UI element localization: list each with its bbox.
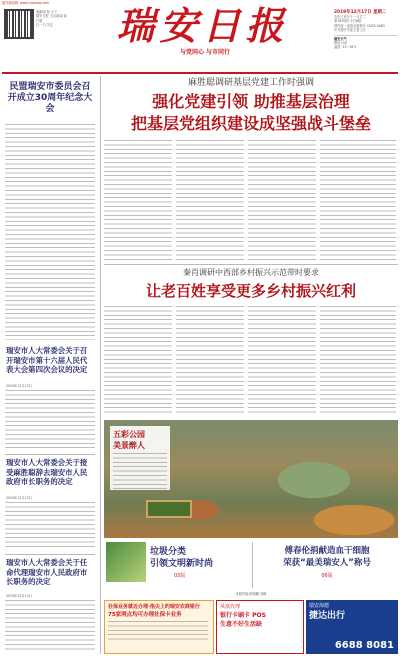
ad-right-title: 捷达出行 [309, 611, 346, 621]
story3-date: 2019年12月13日 [6, 496, 32, 500]
editor-note: 本版责编 陈朝鹏 刘静 [235, 592, 267, 596]
photo-caption-title: 五彩公园 [113, 430, 145, 439]
masthead-title: 瑞安日报 [116, 3, 289, 48]
left-divider-1 [5, 454, 95, 455]
story4-date: 2019年12月13日 [6, 594, 32, 598]
story4-title[interactable]: 瑞安市人大常委会关于任命代理瑞安市人民政府市长职务的决定 [6, 558, 88, 586]
ad-left-line2: 75家网点均可办理社保卡业务 [108, 612, 182, 618]
cn-number: 国内统一连续出版物号 CN33-0083 [334, 23, 385, 28]
story4-body [5, 600, 95, 652]
qr-caption: 看新闻 知 天下 瑞安日报 天目新闻 客户端 扫一扫 关注 [36, 10, 67, 28]
weather-label: 瑞安天气 [334, 36, 347, 41]
masthead-info [334, 9, 398, 50]
teaser-2-title: 傅春伦捐献造血干细胞 [284, 546, 370, 556]
second-body-col1 [104, 306, 172, 416]
photo-caption [110, 426, 170, 490]
photo-sign [146, 500, 192, 518]
weather-value: 阴转小雨 [334, 41, 347, 46]
second-body-col3 [248, 306, 316, 416]
story2-body [5, 390, 95, 450]
story2-date: 2019年12月13日 [6, 384, 32, 388]
teaser-1[interactable] [104, 540, 250, 590]
site-url[interactable]: 瑞安新闻网: www.ruianxw.com [2, 1, 49, 5]
teaser-1-thumb [106, 542, 146, 582]
left-column-rule [100, 76, 101, 654]
story1-body [5, 124, 95, 340]
lead-body-col1 [104, 140, 172, 260]
teaser-1-subtitle: 引领文明新时尚 [150, 559, 214, 569]
lunar-date: 农历己亥年十一月廿二 [334, 15, 366, 19]
temperature: 温度: 15~26℃ [334, 45, 357, 50]
publisher: 中共瑞安市委主管主办 [334, 28, 366, 33]
park-photo [104, 420, 398, 538]
second-kicker: 秦肖调研中西部乡村振兴示范带时要求 [183, 268, 319, 277]
story2-title[interactable]: 瑞安市人大常委会关于召开瑞安市第十六届人民代表大会第四次会议的决定 [6, 346, 88, 374]
lead-divider [104, 264, 398, 265]
ad-right-brand: 瑞安海德 [309, 603, 330, 609]
story1-title[interactable]: 民盟瑞安市委员会召开成立30周年纪念大会 [7, 82, 93, 114]
story3-body [5, 502, 95, 550]
second-body-col4 [320, 306, 396, 416]
lead-kicker: 麻胜聪调研基层党建工作时强调 [187, 78, 314, 88]
second-body-col2 [176, 306, 244, 416]
teaser-1-page: 03版 [174, 573, 186, 579]
photo-caption-sub: 美景醉人 [113, 441, 145, 450]
lead-body-col2 [176, 140, 244, 260]
ad-right[interactable] [306, 600, 398, 654]
left-column [2, 76, 98, 654]
teaser-2[interactable] [256, 540, 398, 590]
ad-mid[interactable] [216, 600, 304, 654]
ad-right-phone: 6688 8081 [334, 640, 394, 651]
second-headline[interactable]: 让老百姓享受更多乡村振兴红利 [145, 282, 356, 300]
issue-date: 2019年12月17日 星期二 [334, 10, 387, 15]
lead-body-col4 [320, 140, 396, 260]
ad-left[interactable] [104, 600, 214, 654]
teaser-2-page: 06版 [321, 573, 333, 579]
lead-body-col3 [248, 140, 316, 260]
lead-headline-2[interactable]: 把基层党组织建设成坚强战斗堡垒 [130, 114, 371, 133]
masthead-rule [2, 72, 398, 74]
teaser-1-title: 垃圾分类 [150, 547, 187, 557]
ad-mid-line3: 生意不好生活缺 [220, 621, 263, 628]
teaser-2-subtitle: 荣获“最美瑞安人”称号 [283, 558, 371, 568]
issue-no: 第7830期 今日8版 [334, 19, 362, 24]
left-divider-2 [5, 554, 95, 555]
ad-mid-line1: 凤凰代理 [220, 604, 241, 610]
teaser-divider [252, 542, 253, 588]
ad-left-body [108, 621, 208, 641]
weather-box [334, 35, 398, 50]
masthead-slogan: 与党同心 与市同行 [179, 49, 231, 56]
ad-mid-line2: 银行卡刷卡 POS [220, 612, 266, 619]
qr-code [4, 9, 34, 39]
ad-left-line1: 社保业务就近办理·指尖上的瑞安农商银行 [108, 604, 200, 610]
photo-caption-body [113, 453, 167, 489]
lead-headline-1[interactable]: 强化党建引领 助推基层治理 [152, 92, 350, 111]
story3-title[interactable]: 瑞安市人大常委会关于接受麻胜聪辞去瑞安市人民政府市长职务的决定 [6, 458, 88, 486]
